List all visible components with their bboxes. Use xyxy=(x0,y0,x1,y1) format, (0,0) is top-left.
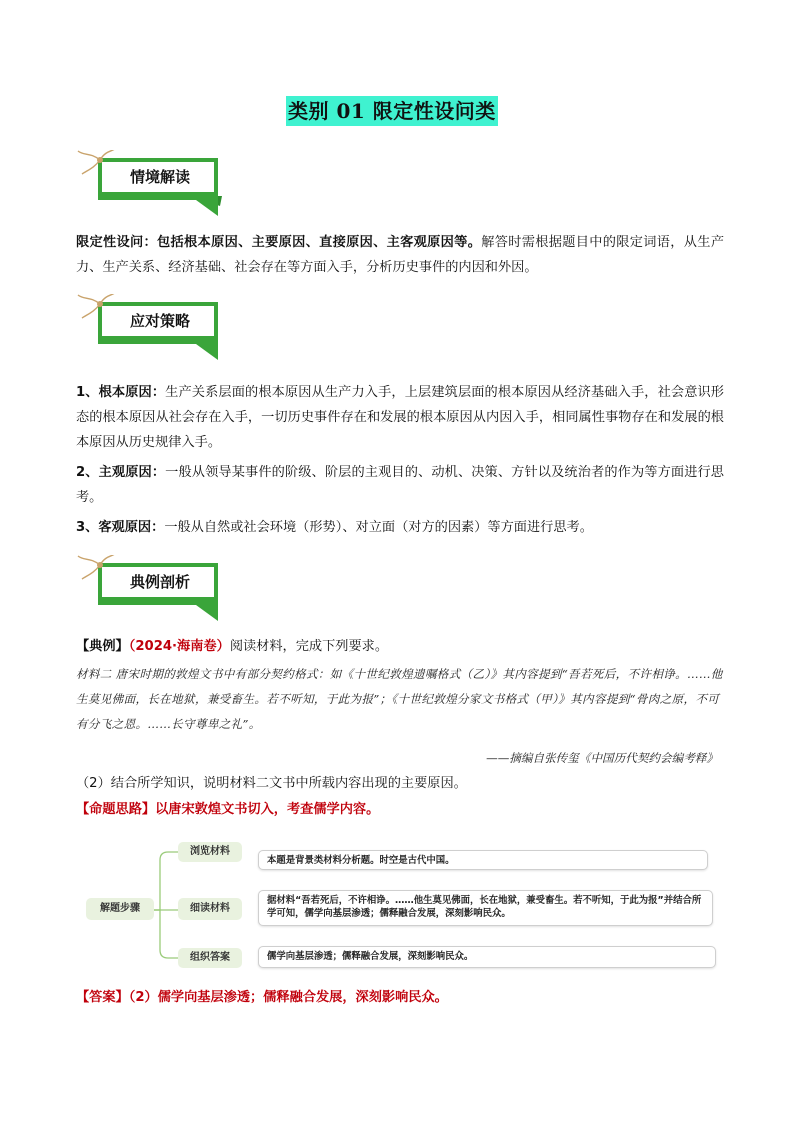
step-box-browse: 本题是背景类材料分析题。时空是古代中国。 xyxy=(258,850,708,870)
solution-steps-diagram xyxy=(86,838,726,974)
strategy-label-2: 2、主观原因： xyxy=(76,465,166,480)
example-header xyxy=(76,637,388,657)
question-text: （2）结合所学知识，说明材料二文书中所载内容出现的主要原因。 xyxy=(76,776,467,791)
strategy-label-1: 1、根本原因： xyxy=(76,385,166,400)
step-label-read: 细读材料 xyxy=(178,898,242,920)
section-title-situation: 情境解读 xyxy=(129,168,190,186)
step-label-browse: 浏览材料 xyxy=(178,842,242,862)
section-header-situation xyxy=(76,150,226,220)
step-label-answer: 组织答案 xyxy=(178,948,242,968)
situation-rest-text: 解答时需根据题目中的限定词语，从生产力、生产关系、经济基础、社会存在等方面入手，分析历史事件的内因和外因。 xyxy=(76,235,725,275)
strategy-item-3 xyxy=(76,515,724,540)
situation-paragraph xyxy=(76,230,724,280)
step-box-answer: 儒学向基层渗透；儒释融合发展，深刻影响民众。 xyxy=(258,946,716,968)
step-box-read: 据材料“吾若死后，不许相诤。……他生莫见佛面，长在地狱，兼受畜生。若不听知，于此为报”并结合所学可知，儒学向基层渗透；儒释融合发展，深刻影响民众。 xyxy=(258,890,713,926)
strategy-item-2 xyxy=(76,460,724,510)
idea-text: 以唐宋敦煌文书切入，考查儒学内容。 xyxy=(155,802,380,817)
material-text: 材料二 唐宋时期的敦煌文书中有部分契约格式：如《十世纪敦煌遗嘱格式（乙）》其内容提到“吾若死后，不许相诤。……他生莫见佛面，长在地狱，兼受畜生。若不听知，于此为报”；《十世纪敦煌分家文书格式（甲）》其内容提到“骨肉之原，不可有分飞之恩。……长守尊卑之礼”。 xyxy=(76,667,723,731)
answer-tag: 【答案】 xyxy=(76,990,129,1005)
strategy-text-3: 一般从自然或社会环境（形势）、对立面（对方的因素）等方面进行思考。 xyxy=(164,520,593,535)
section-title-strategy: 应对策略 xyxy=(129,312,190,330)
steps-root-node: 解题步骤 xyxy=(86,898,154,920)
strategy-text-1: 生产关系层面的根本原因从生产力入手，上层建筑层面的根本原因从经济基础入手，社会意识形态的根本原因从社会存在入手，一切历史事件存在和发展的根本原因从内因入手，相同属性事物存在和发展的根本原因从历史规律入手。 xyxy=(76,385,724,450)
page-title: 类别 01 限定性设问类 xyxy=(286,96,498,126)
section-header-strategy xyxy=(76,294,226,364)
answer-line xyxy=(76,988,448,1008)
answer-text: （2）儒学向基层渗透；儒释融合发展，深刻影响民众。 xyxy=(128,990,448,1005)
strategy-item-1 xyxy=(76,380,724,455)
idea-tag: 【命题思路】 xyxy=(76,802,156,817)
example-instruction: 阅读材料，完成下列要求。 xyxy=(229,639,389,654)
idea-line xyxy=(76,800,379,820)
strategy-text-2: 一般从领导某事件的阶级、阶层的主观目的、动机、决策、方针以及统治者的作为等方面进行思考。 xyxy=(76,465,724,505)
situation-bold-text: 限定性设问：包括根本原因、主要原因、直接原因、主客观原因等。 xyxy=(76,235,482,250)
material-citation: ——摘编自张传玺《中国历代契约会编考释》 xyxy=(486,751,718,765)
section-title-example: 典例剖析 xyxy=(129,573,190,591)
example-tag: 【典例】 xyxy=(76,639,129,654)
section-header-example xyxy=(76,555,226,625)
strategy-label-3: 3、客观原因： xyxy=(76,520,165,535)
example-source-tag: （2024·海南卷） xyxy=(128,639,230,654)
